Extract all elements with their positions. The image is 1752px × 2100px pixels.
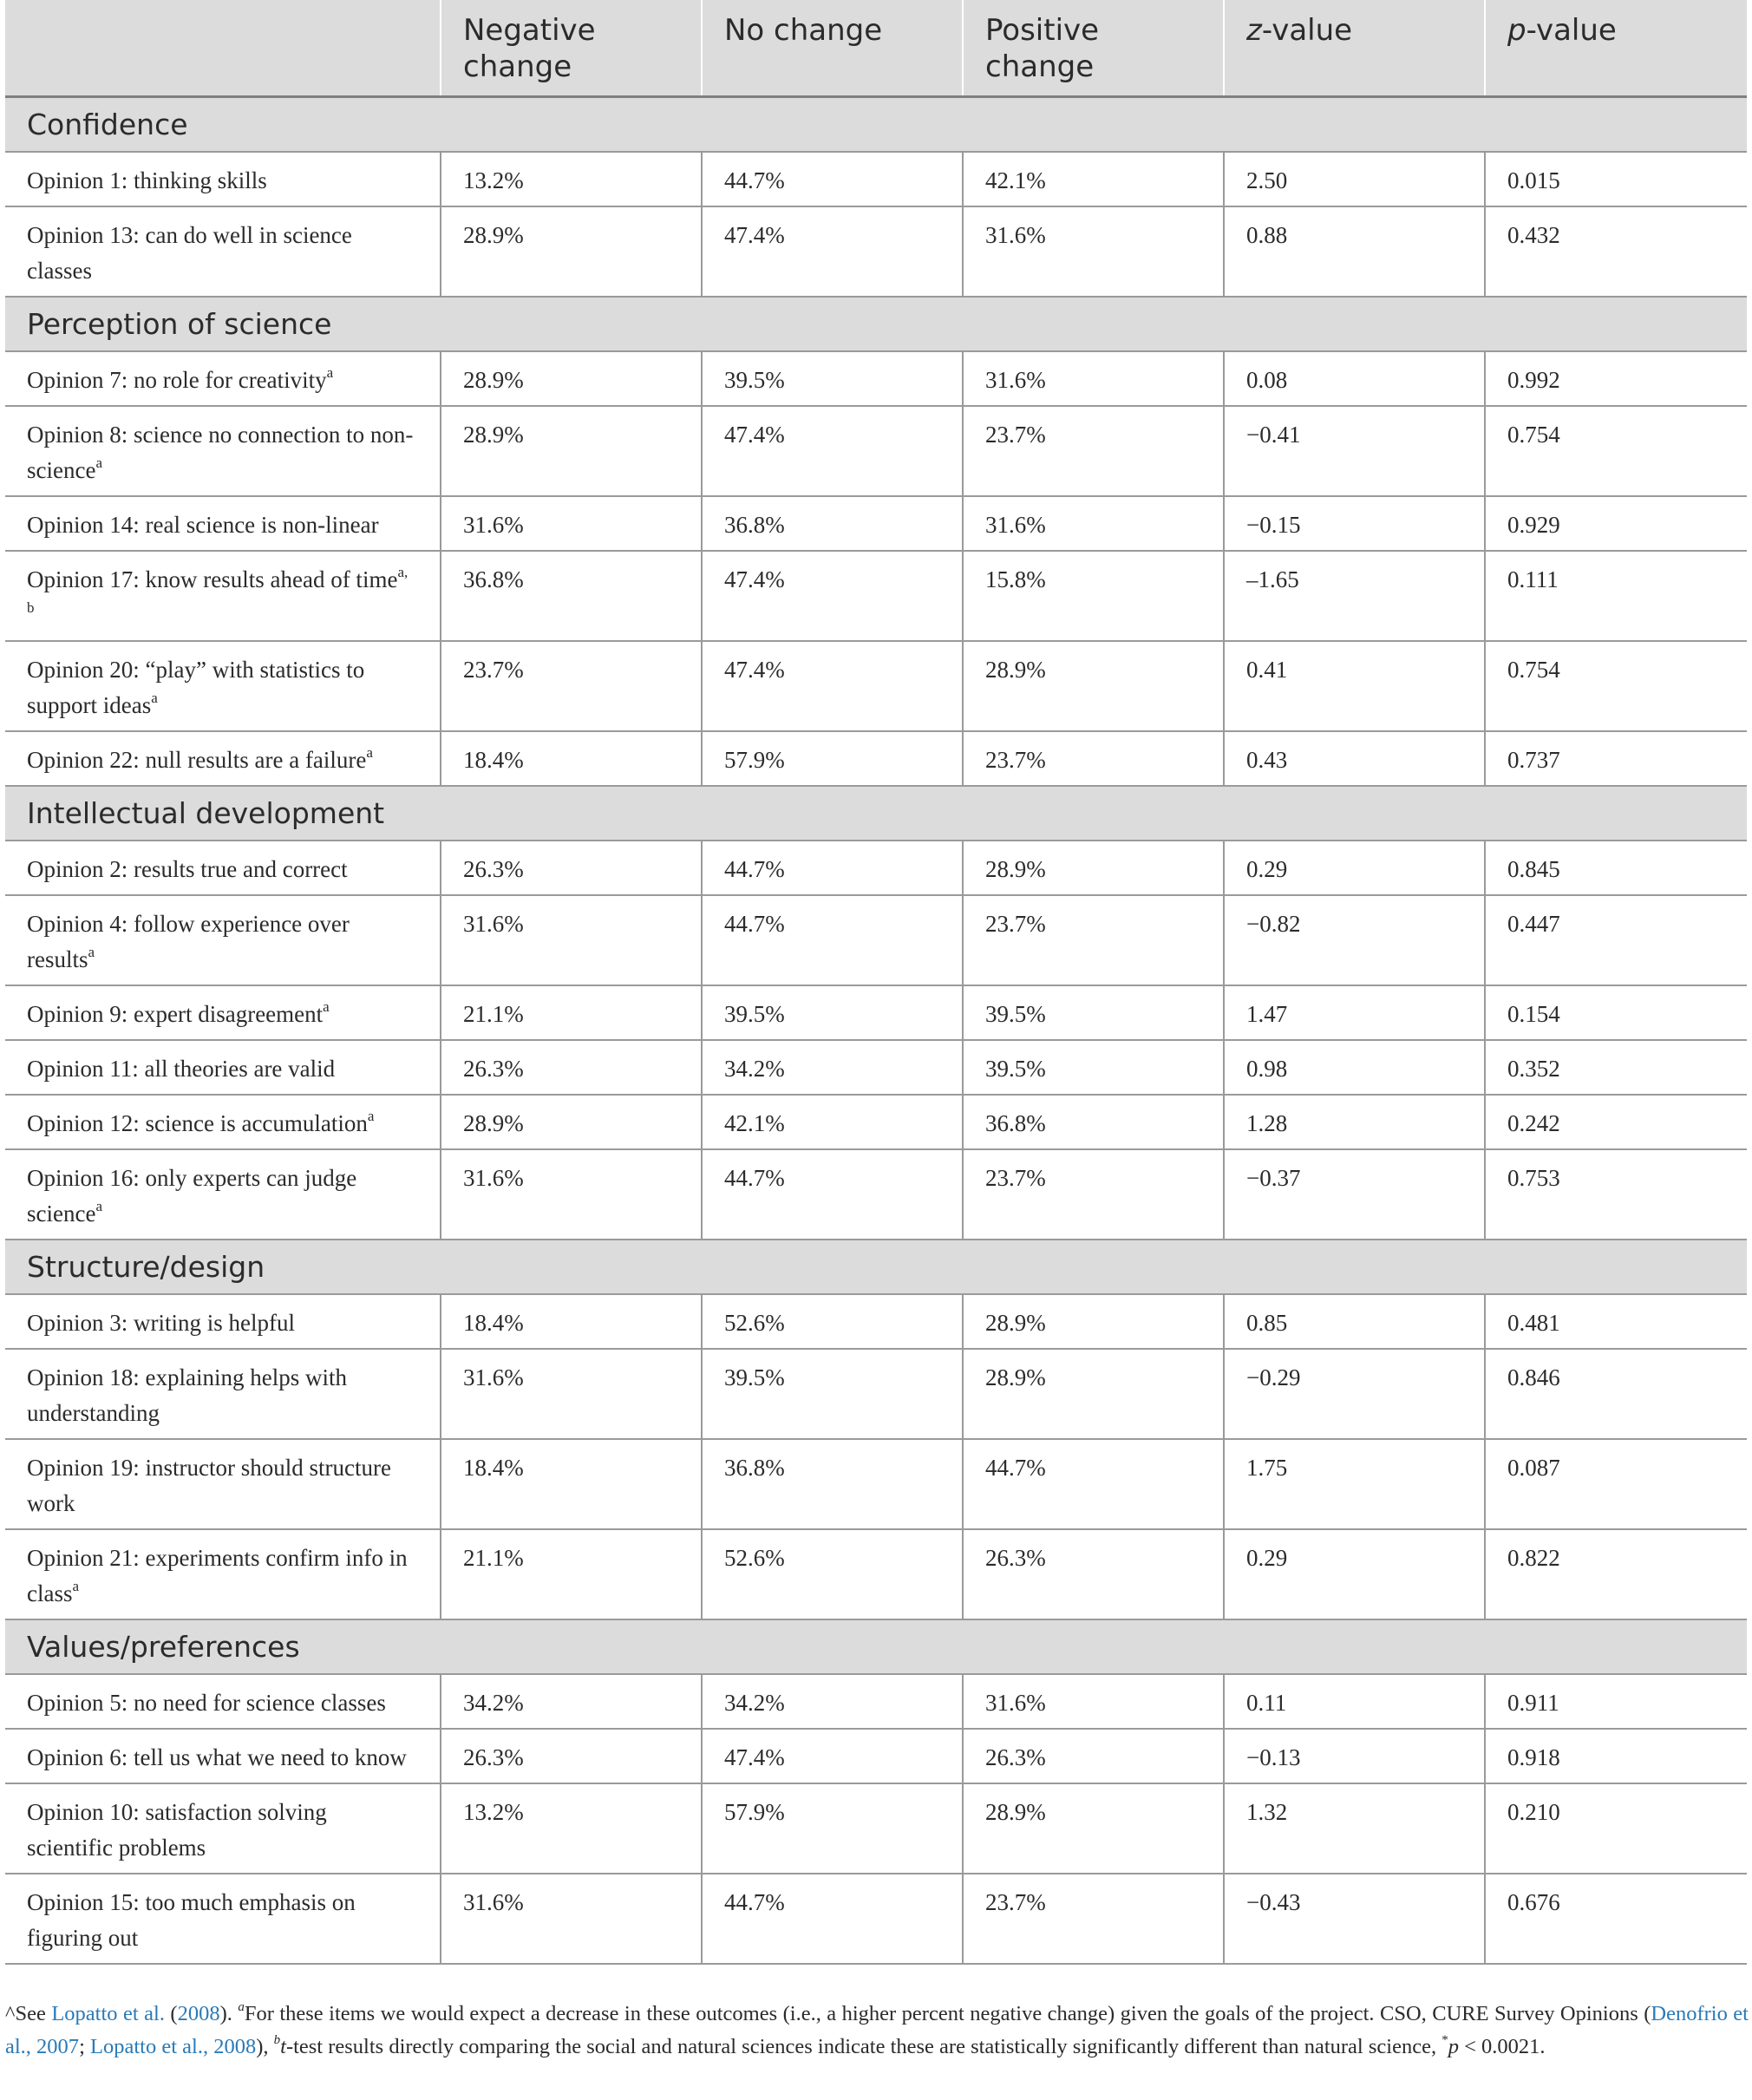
positive-change-cell: 28.9% — [963, 1783, 1224, 1874]
table-row — [5, 551, 1747, 641]
z-value-cell: 2.50 — [1224, 152, 1485, 206]
table-body — [5, 97, 1747, 1964]
positive-change-cell: 23.7% — [963, 406, 1224, 496]
no-change-cell: 57.9% — [702, 731, 963, 786]
no-change-cell: 52.6% — [702, 1294, 963, 1349]
z-value-cell: 0.29 — [1224, 841, 1485, 895]
opinion-label-cell — [5, 985, 441, 1040]
p-value-cell: 0.918 — [1485, 1729, 1747, 1783]
p-value-cell: 0.481 — [1485, 1294, 1747, 1349]
p-value-cell: 0.846 — [1485, 1349, 1747, 1439]
p-value-cell: 0.737 — [1485, 731, 1747, 786]
p-value-cell: 0.154 — [1485, 985, 1747, 1040]
header-negative-change: Negative change — [441, 0, 702, 97]
footnote-marker: a — [367, 1107, 375, 1124]
opinion-label: Opinion 6: tell us what we need to know — [27, 1743, 407, 1770]
no-change-cell: 34.2% — [702, 1040, 963, 1095]
no-change-cell: 39.5% — [702, 985, 963, 1040]
table-row — [5, 1294, 1747, 1349]
section-title: Values/preferences — [5, 1619, 1747, 1674]
opinion-label-cell — [5, 351, 441, 406]
positive-change-cell: 36.8% — [963, 1095, 1224, 1149]
p-value-cell: 0.210 — [1485, 1783, 1747, 1874]
header-no-change: No change — [702, 0, 963, 97]
opinion-label: Opinion 10: satisfaction solving scientific problems — [27, 1798, 327, 1861]
negative-change-cell: 31.6% — [441, 895, 702, 985]
opinion-label: Opinion 22: null results are a failure — [27, 746, 367, 773]
no-change-cell: 47.4% — [702, 206, 963, 297]
table-container — [5, 0, 1747, 1965]
table-row — [5, 895, 1747, 985]
table-row — [5, 351, 1747, 406]
positive-change-cell: 23.7% — [963, 1149, 1224, 1240]
opinion-label: Opinion 14: real science is non-linear — [27, 511, 379, 538]
p-value-cell: 0.087 — [1485, 1439, 1747, 1529]
positive-change-cell: 42.1% — [963, 152, 1224, 206]
opinion-label-cell — [5, 1149, 441, 1240]
negative-change-cell: 36.8% — [441, 551, 702, 641]
opinion-label: Opinion 3: writing is helpful — [27, 1309, 295, 1336]
opinion-label: Opinion 8: science no connection to non-science — [27, 421, 414, 483]
no-change-cell: 57.9% — [702, 1783, 963, 1874]
negative-change-cell: 23.7% — [441, 641, 702, 731]
opinion-label-cell — [5, 152, 441, 206]
section-title: Perception of science — [5, 297, 1747, 351]
opinion-label-cell — [5, 1874, 441, 1964]
z-value-cell: −0.15 — [1224, 496, 1485, 551]
negative-change-cell: 13.2% — [441, 152, 702, 206]
section-header-row — [5, 97, 1747, 152]
footnote-marker: a, b — [27, 563, 409, 616]
opinion-label-cell — [5, 1294, 441, 1349]
opinion-label-cell — [5, 641, 441, 731]
table-footnote: ^See Lopatto et al. (2008). $^a$For these items we would expect a decrease in these outcomes (i.e., a higher percent negative change) given the goals of the project. CSO, CURE Survey Opinions (Denofrio et al., 2007; Lopatto et al., 2008), $^b$t-test results directly comparing the social and natural sciences indicate these are statistically significantly different than natural science, *p < 0.0021. — [5, 1999, 1749, 2058]
no-change-cell: 44.7% — [702, 841, 963, 895]
no-change-cell: 47.4% — [702, 641, 963, 731]
no-change-cell: 47.4% — [702, 551, 963, 641]
negative-change-cell: 18.4% — [441, 1439, 702, 1529]
no-change-cell: 34.2% — [702, 1674, 963, 1729]
p-value-cell: 0.929 — [1485, 496, 1747, 551]
no-change-cell: 39.5% — [702, 351, 963, 406]
positive-change-cell: 28.9% — [963, 1349, 1224, 1439]
opinion-label: Opinion 15: too much emphasis on figuring out — [27, 1888, 356, 1951]
opinion-label-cell — [5, 1095, 441, 1149]
footnote-marker: a — [95, 1197, 102, 1214]
header-z-value: z-value — [1224, 0, 1485, 97]
results-table — [5, 0, 1747, 1965]
negative-change-cell: 21.1% — [441, 985, 702, 1040]
positive-change-cell: 28.9% — [963, 841, 1224, 895]
z-value-cell: −0.41 — [1224, 406, 1485, 496]
section-title: Intellectual development — [5, 786, 1747, 841]
table-row — [5, 1349, 1747, 1439]
header-positive-change: Positive change — [963, 0, 1224, 97]
section-header-row — [5, 786, 1747, 841]
header-row — [5, 0, 1747, 97]
p-value-cell: 0.242 — [1485, 1095, 1747, 1149]
positive-change-cell: 31.6% — [963, 1674, 1224, 1729]
positive-change-cell: 28.9% — [963, 1294, 1224, 1349]
no-change-cell: 44.7% — [702, 1874, 963, 1964]
opinion-label-cell — [5, 731, 441, 786]
no-change-cell: 44.7% — [702, 152, 963, 206]
negative-change-cell: 18.4% — [441, 1294, 702, 1349]
opinion-label: Opinion 17: know results ahead of time — [27, 566, 398, 592]
table-row — [5, 496, 1747, 551]
positive-change-cell: 26.3% — [963, 1529, 1224, 1619]
no-change-cell: 52.6% — [702, 1529, 963, 1619]
table-row — [5, 731, 1747, 786]
no-change-cell: 39.5% — [702, 1349, 963, 1439]
footnote-marker: a — [151, 689, 158, 706]
p-value-cell: 0.845 — [1485, 841, 1747, 895]
opinion-label-cell — [5, 1529, 441, 1619]
no-change-cell: 36.8% — [702, 1439, 963, 1529]
footnote-marker: a — [323, 998, 330, 1015]
reference-link[interactable]: Lopatto et al., 2008 — [90, 2035, 257, 2058]
p-value-cell: 0.992 — [1485, 351, 1747, 406]
negative-change-cell: 28.9% — [441, 1095, 702, 1149]
z-value-cell: −0.43 — [1224, 1874, 1485, 1964]
z-value-cell: 0.29 — [1224, 1529, 1485, 1619]
footnote-marker: a — [95, 454, 102, 471]
negative-change-cell: 31.6% — [441, 1149, 702, 1240]
table-row — [5, 1529, 1747, 1619]
positive-change-cell: 44.7% — [963, 1439, 1224, 1529]
p-value-cell: 0.676 — [1485, 1874, 1747, 1964]
z-value-cell: 0.98 — [1224, 1040, 1485, 1095]
section-header-row — [5, 1240, 1747, 1294]
positive-change-cell: 31.6% — [963, 351, 1224, 406]
opinion-label: Opinion 12: science is accumulation — [27, 1109, 368, 1136]
negative-change-cell: 28.9% — [441, 351, 702, 406]
opinion-label-cell — [5, 406, 441, 496]
table-row — [5, 1783, 1747, 1874]
section-header-row — [5, 297, 1747, 351]
positive-change-cell: 31.6% — [963, 496, 1224, 551]
section-title: Confidence — [5, 97, 1747, 152]
opinion-label: Opinion 1: thinking skills — [27, 167, 267, 193]
p-value-cell: 0.753 — [1485, 1149, 1747, 1240]
opinion-label-cell — [5, 1729, 441, 1783]
opinion-label-cell — [5, 496, 441, 551]
opinion-label-cell — [5, 895, 441, 985]
opinion-label-cell — [5, 1674, 441, 1729]
opinion-label: Opinion 19: instructor should structure work — [27, 1454, 391, 1516]
negative-change-cell: 31.6% — [441, 1349, 702, 1439]
negative-change-cell: 26.3% — [441, 1040, 702, 1095]
table-row — [5, 641, 1747, 731]
negative-change-cell: 31.6% — [441, 496, 702, 551]
negative-change-cell: 13.2% — [441, 1783, 702, 1874]
reference-link[interactable]: Denofrio et al., 2007 — [5, 2002, 1749, 2058]
positive-change-cell: 31.6% — [963, 206, 1224, 297]
opinion-label: Opinion 9: expert disagreement — [27, 1000, 324, 1027]
opinion-label-cell — [5, 206, 441, 297]
z-value-cell: −0.82 — [1224, 895, 1485, 985]
positive-change-cell: 39.5% — [963, 985, 1224, 1040]
no-change-cell: 44.7% — [702, 895, 963, 985]
opinion-label-cell — [5, 841, 441, 895]
negative-change-cell: 26.3% — [441, 841, 702, 895]
positive-change-cell: 26.3% — [963, 1729, 1224, 1783]
z-value-cell: 0.43 — [1224, 731, 1485, 786]
p-value-cell: 0.822 — [1485, 1529, 1747, 1619]
no-change-cell: 47.4% — [702, 406, 963, 496]
opinion-label: Opinion 16: only experts can judge science — [27, 1164, 357, 1227]
opinion-label: Opinion 5: no need for science classes — [27, 1689, 386, 1716]
positive-change-cell: 39.5% — [963, 1040, 1224, 1095]
positive-change-cell: 23.7% — [963, 895, 1224, 985]
opinion-label: Opinion 7: no role for creativity — [27, 366, 327, 393]
opinion-label: Opinion 11: all theories are valid — [27, 1055, 336, 1082]
z-value-cell: 1.47 — [1224, 985, 1485, 1040]
table-row — [5, 206, 1747, 297]
positive-change-cell: 28.9% — [963, 641, 1224, 731]
z-value-cell: 1.28 — [1224, 1095, 1485, 1149]
z-value-cell: −0.37 — [1224, 1149, 1485, 1240]
table-row — [5, 1095, 1747, 1149]
footnote-marker: a — [326, 363, 334, 381]
positive-change-cell: 15.8% — [963, 551, 1224, 641]
negative-change-cell: 26.3% — [441, 1729, 702, 1783]
opinion-label: Opinion 13: can do well in science classes — [27, 221, 352, 284]
z-value-cell: 0.88 — [1224, 206, 1485, 297]
p-value-cell: 0.754 — [1485, 406, 1747, 496]
opinion-label: Opinion 2: results true and correct — [27, 855, 348, 882]
table-row — [5, 1040, 1747, 1095]
positive-change-cell: 23.7% — [963, 1874, 1224, 1964]
opinion-label-cell — [5, 1349, 441, 1439]
no-change-cell: 47.4% — [702, 1729, 963, 1783]
table-row — [5, 985, 1747, 1040]
table-row — [5, 1149, 1747, 1240]
z-value-cell: 1.32 — [1224, 1783, 1485, 1874]
no-change-cell: 44.7% — [702, 1149, 963, 1240]
p-value-cell: 0.352 — [1485, 1040, 1747, 1095]
table-row — [5, 841, 1747, 895]
footnote-marker: a — [72, 1577, 80, 1594]
header-label-column — [5, 0, 441, 97]
positive-change-cell: 23.7% — [963, 731, 1224, 786]
p-value-cell: 0.754 — [1485, 641, 1747, 731]
z-value-cell: −0.13 — [1224, 1729, 1485, 1783]
table-row — [5, 1729, 1747, 1783]
z-value-cell: 1.75 — [1224, 1439, 1485, 1529]
no-change-cell: 36.8% — [702, 496, 963, 551]
opinion-label: Opinion 21: experiments confirm info in class — [27, 1544, 408, 1606]
negative-change-cell: 28.9% — [441, 406, 702, 496]
section-header-row — [5, 1619, 1747, 1674]
table-row — [5, 1674, 1747, 1729]
footnote-marker: a — [88, 943, 95, 960]
table-row — [5, 152, 1747, 206]
reference-link[interactable]: Lopatto et al. — [51, 2002, 165, 2025]
p-value-cell: 0.911 — [1485, 1674, 1747, 1729]
opinion-label-cell — [5, 1783, 441, 1874]
header-p-value: p-value — [1485, 0, 1747, 97]
negative-change-cell: 34.2% — [441, 1674, 702, 1729]
negative-change-cell: 21.1% — [441, 1529, 702, 1619]
opinion-label: Opinion 4: follow experience over results — [27, 910, 350, 972]
negative-change-cell: 18.4% — [441, 731, 702, 786]
p-value-cell: 0.015 — [1485, 152, 1747, 206]
z-value-cell: −0.29 — [1224, 1349, 1485, 1439]
opinion-label-cell — [5, 1439, 441, 1529]
opinion-label-cell — [5, 1040, 441, 1095]
no-change-cell: 42.1% — [702, 1095, 963, 1149]
z-value-cell: 0.08 — [1224, 351, 1485, 406]
reference-link[interactable]: 2008 — [177, 2002, 220, 2025]
opinion-label: Opinion 20: “play” with statistics to support ideas — [27, 656, 365, 718]
table-row — [5, 1439, 1747, 1529]
z-value-cell: 0.11 — [1224, 1674, 1485, 1729]
negative-change-cell: 28.9% — [441, 206, 702, 297]
table-row — [5, 1874, 1747, 1964]
footnote-marker: a — [366, 743, 373, 761]
section-title: Structure/design — [5, 1240, 1747, 1294]
negative-change-cell: 31.6% — [441, 1874, 702, 1964]
z-value-cell: 0.41 — [1224, 641, 1485, 731]
p-value-cell: 0.447 — [1485, 895, 1747, 985]
p-value-cell: 0.111 — [1485, 551, 1747, 641]
opinion-label-cell — [5, 551, 441, 641]
z-value-cell: –1.65 — [1224, 551, 1485, 641]
opinion-label: Opinion 18: explaining helps with understanding — [27, 1364, 347, 1426]
p-value-cell: 0.432 — [1485, 206, 1747, 297]
table-row — [5, 406, 1747, 496]
z-value-cell: 0.85 — [1224, 1294, 1485, 1349]
